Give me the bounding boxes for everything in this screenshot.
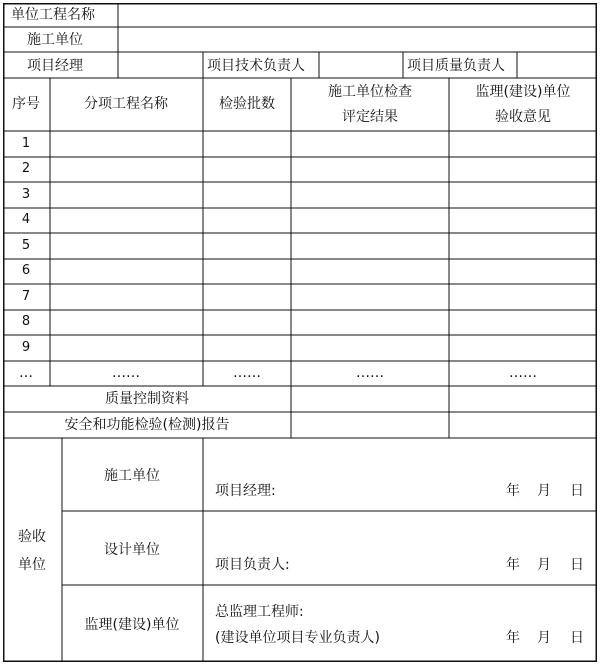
acceptance-form (3, 3, 597, 662)
construction-month: 月 (537, 483, 551, 499)
quality-lead-label: 项目质量负责人 (407, 58, 505, 74)
design-year: 年 (506, 557, 520, 573)
design-month: 月 (537, 557, 551, 573)
row-number: 9 (21, 340, 31, 355)
ellipsis-opinion: …… (509, 365, 537, 381)
supervision-year: 年 (506, 630, 520, 646)
construction-unit-name: 施工单位 (104, 468, 160, 484)
col-header-supervision-line1: 监理(建设)单位 (475, 84, 571, 100)
row-number: 2 (21, 161, 31, 176)
supervision-signer-line2: (建设单位项目专业负责人) (215, 630, 380, 646)
col-header-check-line2: 评定结果 (342, 109, 398, 125)
construction-year: 年 (506, 483, 520, 499)
acceptance-group-label-line1: 验收 (18, 529, 46, 545)
design-day: 日 (570, 557, 584, 573)
quality-docs-label: 质量控制资料 (105, 391, 189, 407)
tech-lead-label: 项目技术负责人 (207, 58, 305, 74)
supervision-month: 月 (537, 630, 551, 646)
ellipsis-seq: … (19, 365, 33, 381)
ellipsis-check: …… (356, 365, 384, 381)
col-header-supervision-line2: 验收意见 (495, 109, 551, 125)
acceptance-group-label-line2: 单位 (18, 557, 46, 573)
design-unit-name: 设计单位 (104, 542, 160, 558)
construction-signer: 项目经理: (215, 483, 276, 499)
row-number: 3 (21, 187, 31, 202)
construction-unit-label: 施工单位 (27, 32, 83, 48)
design-signer: 项目负责人: (215, 557, 290, 573)
row-number: 1 (21, 136, 31, 151)
ellipsis-sub-project: …… (112, 365, 140, 381)
col-header-sub-project: 分项工程名称 (84, 96, 168, 112)
row-number: 4 (21, 212, 31, 227)
row-number: 5 (21, 238, 31, 253)
col-header-seq: 序号 (12, 96, 40, 112)
row-number: 8 (21, 314, 31, 329)
row-number: 7 (21, 289, 31, 304)
project-name-label: 单位工程名称 (11, 7, 95, 23)
col-header-batch-count: 检验批数 (219, 96, 275, 112)
project-manager-label: 项目经理 (27, 58, 83, 74)
supervision-signer-line1: 总监理工程师: (215, 604, 304, 620)
supervision-day: 日 (570, 630, 584, 646)
construction-day: 日 (570, 483, 584, 499)
row-number: 6 (21, 263, 31, 278)
ellipsis-batch-count: …… (233, 365, 261, 381)
col-header-check-line1: 施工单位检查 (328, 84, 412, 100)
supervision-unit-name: 监理(建设)单位 (84, 617, 180, 633)
safety-report-label: 安全和功能检验(检测)报告 (64, 417, 230, 433)
